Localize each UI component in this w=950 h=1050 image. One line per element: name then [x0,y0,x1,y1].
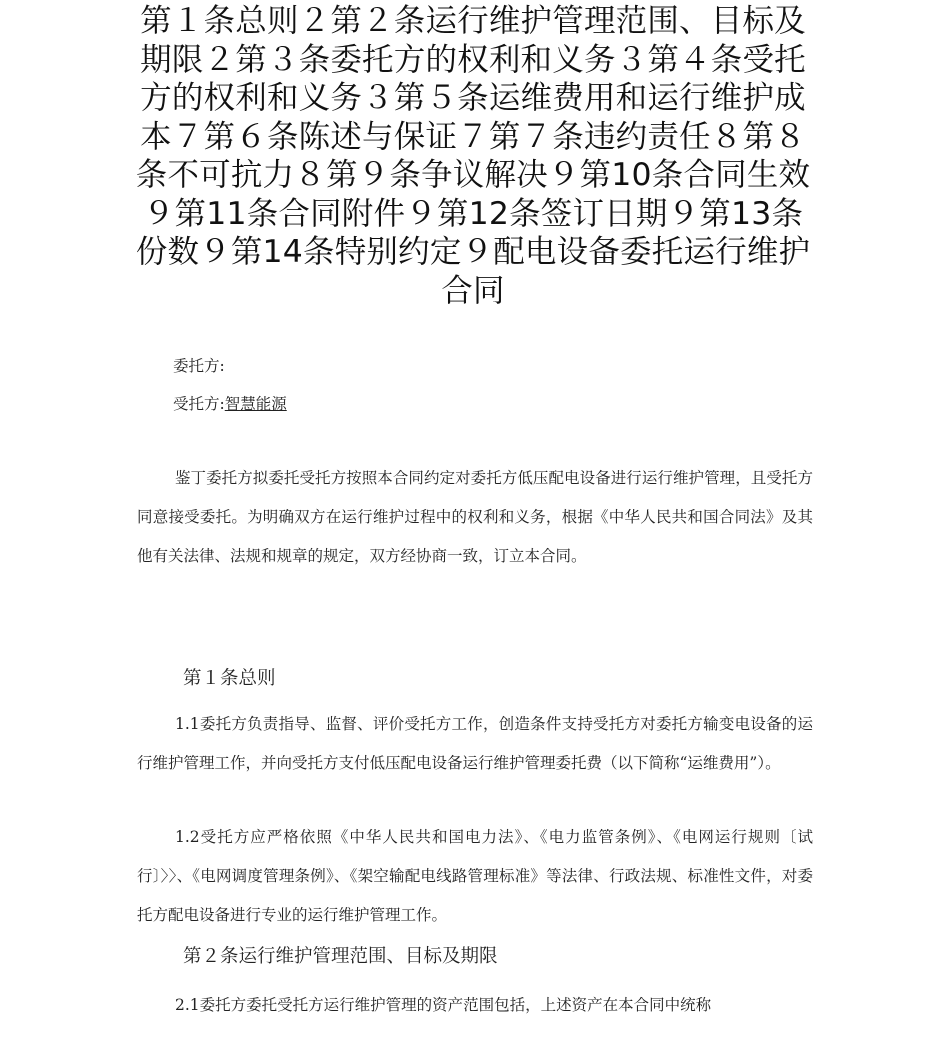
clause-2-1: 2.1委托方委托受托方运行维护管理的资产范围包括，上述资产在本合同中统称 [175,996,712,1014]
clause-1-1: 1.1委托方负责指导、监督、评价受托方工作，创造条件支持受托方对委托方输变电设备的运行维护管理工作，并向受托方支付低压配电设备运行维护管理委托费（以下简称“运维费用”）。 [137,715,813,772]
preamble-paragraph: 鉴丁委托方拟委托受托方按照本合同约定对委托方低压配电设备进行运行维护管理，且受托方同意接受委托。为明确双方在运行维护过程中的权利和义务，根据《中华人民共和国合同法》及其他有关法律、法规和规章的规定，双方经协商一致，订立本合同。 [137,469,813,565]
article-1-heading: 第１条总则 [183,668,276,689]
contractor-party-line [173,394,287,414]
contractor-label: 受托方: [173,395,225,413]
article-2-heading: 第２条运行维护管理范围、目标及期限 [183,946,498,967]
client-party-line [173,356,225,376]
client-label: 委托方: [173,357,225,375]
clause-1-2: 1.2受托方应严格依照《中华人民共和国电力法》、《电力监管条例》、《电网运行规则〔试行〕〉〉、《电网调度管理条例》、《架空输配电线路管理标准》等法律、行政法规、标准性文件，对委托方配电设备进行专业的运行维护管理工作。 [137,828,813,924]
contractor-name: 智慧能源 [224,395,287,413]
toc-title: 第１条总则２第２条运行维护管理范围、目标及期限２第３条委托方的权利和义务３第４条受托方的权利和义务３第５条运维费用和运行维护成本７第６条陈述与保证７第７条违约责任８第８条不可抗力８第９条争议解决９第10条合同生效９第11条合同附件９第12条签订日期９第13条份数９第14条特别约定９配电设备委托运行维护合同 [135,3,811,309]
